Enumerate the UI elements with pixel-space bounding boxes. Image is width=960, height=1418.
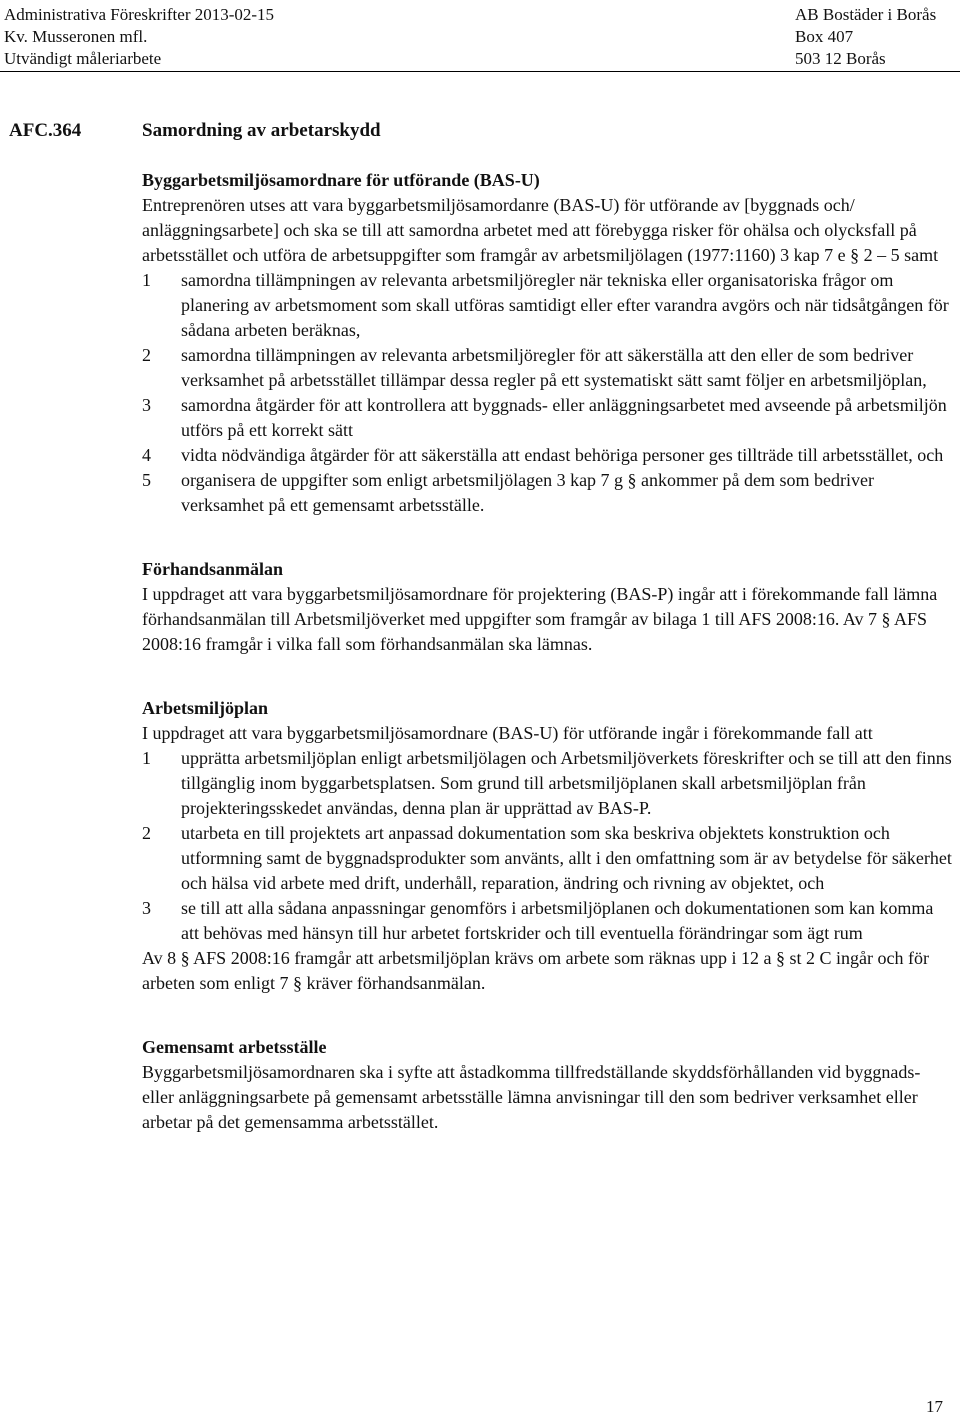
bas-u-section <box>142 168 954 518</box>
arbetsmiljoplan-list <box>142 746 954 946</box>
list-item-text: upprätta arbetsmiljöplan enligt arbetsmiljölagen och Arbetsmiljöverkets föreskrifter och se till att den finns tillgänglig inom byggarbetsplatsen. Som grund till arbetsmiljöplanen skall arbetsmiljöplan från projekteringsskedet användas, denna plan är upprättad av BAS-P. <box>181 748 952 818</box>
list-item <box>142 821 954 896</box>
list-item <box>142 343 954 393</box>
gemensamt-heading: Gemensamt arbetsställe <box>142 1037 327 1057</box>
document-body <box>142 118 954 1135</box>
header-divider <box>0 71 960 72</box>
header-project: Kv. Musseronen mfl. <box>4 27 148 46</box>
forhandsanmalan-heading: Förhandsanmälan <box>142 559 284 579</box>
bas-u-list <box>142 268 954 518</box>
list-item-text: samordna tillämpningen av relevanta arbetsmiljöregler för att säkerställa att den eller de som bedriver verksamhet på arbetsstället tillämpar dessa regler på ett systematiskt sätt samt följer en arbetsmiljöplan, <box>181 345 927 390</box>
header-right <box>795 4 936 70</box>
list-item-number: 3 <box>142 395 151 415</box>
forhandsanmalan-text: I uppdraget att vara byggarbetsmiljösamordnare för projektering (BAS-P) ingår att i förekommande fall lämna förhandsanmälan till Arbetsmiljöverket med uppgifter som framgår av bilaga 1 till AFS 2008:16. Av 7 § AFS 2008:16 framgår i vilka fall som förhandsanmälan ska lämnas. <box>142 584 938 654</box>
section-code: AFC.364 <box>9 120 82 141</box>
list-item <box>142 443 954 468</box>
list-item-number: 2 <box>142 345 151 365</box>
gemensamt-text: Byggarbetsmiljösamordnaren ska i syfte att åstadkomma tillfredställande skyddsförhållanden vid byggnads- eller anläggningsarbete på gemensamt arbetsställe lämna anvisningar till den som bedriver verksamhet eller arbetar på det gemensamma arbetsstället. <box>142 1062 921 1132</box>
list-item-number: 4 <box>142 445 151 465</box>
arbetsmiljoplan-intro: I uppdraget att vara byggarbetsmiljösamordnare (BAS-U) för utförande ingår i förekommande fall att <box>142 723 873 743</box>
list-item <box>142 393 954 443</box>
list-item <box>142 746 954 821</box>
header-work-type: Utvändigt måleriarbete <box>4 49 162 68</box>
list-item-text: vidta nödvändiga åtgärder för att säkerställa att endast behöriga personer ges tillträde till arbetsstället, och <box>181 445 944 465</box>
list-item <box>142 468 954 518</box>
list-item-text: samordna tillämpningen av relevanta arbetsmiljöregler när tekniska eller organisatoriska frågor om planering av arbetsmoment som skall utföras samtidigt eller efter varandra avgörs och när tidsåtgången för sådana arbeten beräknas, <box>181 270 949 340</box>
header-company: AB Bostäder i Borås <box>795 5 937 24</box>
section-title: Samordning av arbetarskydd <box>142 120 381 141</box>
list-item-number: 1 <box>142 270 151 290</box>
header-postal: 503 12 Borås <box>795 49 886 68</box>
bas-u-intro: Entreprenören utses att vara byggarbetsmiljösamordanre (BAS-U) för utförande av [byggnads och/ anläggningsarbete] och ska se till att samordna arbetet med att förebygga risker för ohälsa och olycksfall på arbetsstället och utföra de arbetsuppgifter som framgår av arbetsmiljölagen (1977:1160) 3 kap 7 e § 2 – 5 samt <box>142 195 939 265</box>
list-item <box>142 896 954 946</box>
list-item-text: samordna åtgärder för att kontrollera att byggnads- eller anläggningsarbetet med avseende på arbetsmiljön utförs på ett korrekt sätt <box>181 395 947 440</box>
forhandsanmalan-section <box>142 557 954 657</box>
list-item-number: 1 <box>142 748 151 768</box>
bas-u-heading: Byggarbetsmiljösamordnare för utförande (BAS-U) <box>142 170 540 190</box>
arbetsmiljoplan-section <box>142 696 954 996</box>
arbetsmiljoplan-outro: Av 8 § AFS 2008:16 framgår att arbetsmiljöplan krävs om arbete som räknas upp i 12 a § st 2 C ingår och för arbeten som enligt 7 § kräver förhandsanmälan. <box>142 948 930 993</box>
list-item-number: 5 <box>142 470 151 490</box>
gemensamt-section <box>142 1035 954 1135</box>
list-item-text: organisera de uppgifter som enligt arbetsmiljölagen 3 kap 7 g § ankommer på dem som bedriver verksamhet på ett gemensamt arbetsställe. <box>181 470 874 515</box>
list-item-text: utarbeta en till projektets art anpassad dokumentation som ska beskriva objektets konstruktion och utformning samt de byggnadsprodukter som använts, allt i den omfattning som är av betydelse för säkerhet och hälsa vid arbete med drift, underhåll, reparation, ändring och rivning av objektet, och <box>181 823 952 893</box>
header-box: Box 407 <box>795 27 854 46</box>
list-item-text: se till att alla sådana anpassningar genomförs i arbetsmiljöplanen och dokumentationen som kan komma att behövas med hänsyn till hur arbetet fortskrider och till eventuella förändringar som ägt rum <box>181 898 934 943</box>
list-item <box>142 268 954 343</box>
list-item-number: 2 <box>142 823 151 843</box>
header-left <box>4 4 274 70</box>
page-number: 17 <box>926 1397 943 1416</box>
header-document-title: Administrativa Föreskrifter 2013-02-15 <box>4 5 275 24</box>
arbetsmiljoplan-heading: Arbetsmiljöplan <box>142 698 268 718</box>
list-item-number: 3 <box>142 898 151 918</box>
